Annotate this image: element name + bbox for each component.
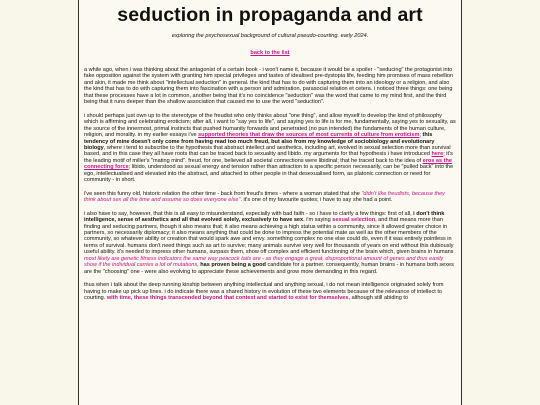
text-span: candidate for a partner. consequently, human brains - in humans both sexes are the "choosing" one - were also evolving to appreciate these achievements and grow more demanding in this regard. (84, 262, 454, 275)
paragraph-2 (84, 113, 456, 184)
text-span: ; (419, 132, 423, 139)
text-span: thus when i talk about the deep running kinship between anything intellectual and anything sexual, i do not mean intelligence originated solely from having to make up pick up lines. i do indicate there was a shared history in evolution of these two elements because of the relevance of intellect to courting. (84, 282, 444, 302)
quote-span: most likely are genetic fitness indicators the same way peacock tails are - as they engage a great, disproportional amount of genes and thus easily show if the individual carries a lot of mutations (84, 255, 444, 269)
back-to-list-link[interactable]: back to the list (250, 50, 290, 56)
paragraph-1: a while ago, when i was thinking about the antagonist of a certain book - i won't name it, because it would be a spoiler - "seducing" the protagonist into fake opposition against the system with granting him special privileges and tastes of idealised pre-dystopia life, feeding him promises of mass rebellion and akin, it made me think about "intellectual seduction" in general. the kind that has to do with capturing them into an ideology or a religion, and also the kind that has to do with capturing them into fascination with a person and admiration, parasocial relation et cetera. i noticed three things: one being that these processes have a lot in common, another being that it's no coincidence "seduction" was the word that came to my mind first, and the third being that it runs deeper than the shallow association that caused me to use the word "seduction". (84, 67, 454, 106)
text-span: , although still abiding to (348, 295, 408, 302)
quote-span: "didn't like freudists, because they think about sex all the time and assume so does everyone else" (84, 190, 445, 204)
bold-span: has proven being a good (200, 262, 266, 269)
paragraph-3 (84, 191, 456, 204)
page-title: seduction in propaganda and art (117, 4, 423, 26)
article (79, 4, 461, 302)
page-frame (78, 0, 462, 405)
paragraph-4 (84, 211, 456, 276)
page-subtitle: exploring the psychosexual background of cultural pseudo-courting. early 2024. (171, 33, 369, 39)
bold-span: i don't think intelligence, sense of aesthetics and all that evolved solely, exclusively to have sex (84, 210, 445, 224)
text-span: ; libido, understood as sexual energy and tension rather than attraction to a specific person necessarily, can be "pulled back" into the ego, intellectualised and elevated into the abstract, and attached to other people in that desexualised form, as platonic connection or need for community - in short. (84, 164, 454, 184)
link-here[interactable]: here (431, 151, 444, 158)
paragraph-5 (84, 282, 456, 301)
text-span: , where i tend to subscribe to the hypothesis that abstract intellect and aesthetics, including art, evolved in sexual selection more than survival based, and in this case they all have roots that can be traced back to sexuality and libido. my arguments for that hypothesis i have introduced (84, 144, 451, 158)
link-eros-connecting-force[interactable]: eros as the connecting force (84, 157, 452, 171)
text-span: . it's one of my favourite quotes; i have to say she had a point. (240, 197, 393, 204)
text-span: , and that means more than finding and seducing partners, though it also means that; it also means achieving a high status within a community, since it allowed greater choice in partners, so necessarily diplomacy; it also means anything that could be done to impress the potential mate as well as the other members of the community, so whatever ability or creation that would spark awe and envy. something complex no one else could do, even if it was entirely pointless in terms of survival. humans don't need things such as art to survive; many animals survive very well for thousands of years on end without this dubiously useful ability. it's needed to impress other humans, surpass them, show off complex and efficient functioning of the brain which, given brains in humans (84, 217, 454, 256)
text-span: i've seen this funny old, historic relation the other time - back from freud's times - where a woman stated that she (84, 190, 362, 197)
text-span: i also have to say, however, that this is all easy to misunderstand, especially with bad faith - so i have to clarify a few things: first of all, (84, 210, 414, 217)
bold-span: this tendency of mine doesn't only come from having read too much freud, but also from my knowledge of sociobiology and evolutionary biology (84, 132, 435, 151)
text-span: ; it's the leading motif of miller's "mating mind". freud, for one, believed all societal connections were libidinal; that he traced back to the idea of (84, 151, 453, 164)
link-eroticism-theories[interactable]: supported theories that draw the sources of most currents of culture from eroticism (198, 132, 420, 139)
text-span: . i'm saying (303, 217, 333, 224)
highlight-span: sexual selection (332, 217, 376, 224)
text-span: i should perhaps just own up to the stereotype of the freudist who only thinks about "one thing", and allow myself to develop the kind of philosophy which is affirming and celebrating eroticism; after all, i want to "say yes to life", and saying yes to life is for me, fundamentally, saying yes to sexuality, as the source of the innermost, primal instincts that pushed humanity forwards and penetrated (no pun intended) the fundaments of the human culture, religion, and morality. in my earlier essays i've (84, 112, 456, 139)
highlight-span: with time, these things transcended beyond that context and started to exist for themselves (106, 295, 349, 302)
text-span: , (197, 262, 201, 269)
